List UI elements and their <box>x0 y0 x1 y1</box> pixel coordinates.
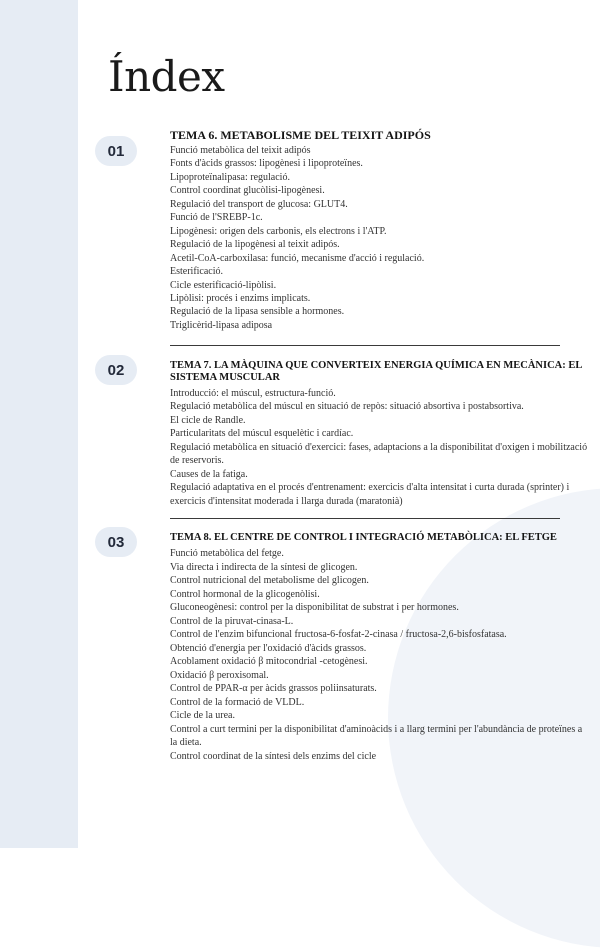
list-item: Oxidació β peroxisomal. <box>170 669 269 681</box>
list-item: Control coordinat de la síntesi dels enzims del cicle <box>170 750 377 762</box>
list-item: Regulació metabòlica en situació d'exercici: fases, adaptacions a la disponibilitat d'oxigen i mobilització de reservoris. <box>170 441 588 467</box>
section-divider <box>170 345 560 346</box>
list-item: Gluconeogènesi: control per la disponibilitat de substrat i per hormones. <box>170 602 459 613</box>
list-item: Cicle esterificació-lipòlisi. <box>170 279 277 291</box>
list-item: Causes de la fatiga. <box>170 468 248 480</box>
list-item: Control hormonal de la glicogenòlisi. <box>170 588 320 600</box>
page-title: Índex <box>108 52 225 101</box>
section-divider <box>170 518 560 519</box>
list-item: Regulació adaptativa en el procés d'entrenament: exercicis d'alta intensitat i curta durada (sprinter) i exercicis d'intensitat moderada i llarga durada (maratonià) <box>170 482 570 507</box>
topic-list <box>170 144 590 332</box>
list-item: Fonts d'àcids grassos: lipogènesi i lipoproteïnes. <box>170 158 363 170</box>
list-item: Control coordinat glucòlisi-lipogènesi. <box>170 185 325 197</box>
section-title: TEMA 7. LA MÀQUINA QUE CONVERTEIX ENERGIA QUÍMICA EN MECÀNICA: EL SISTEMA MUSCULAR <box>170 360 582 383</box>
list-item: El cicle de Randle. <box>170 414 246 426</box>
list-item: Control de la formació de VLDL. <box>170 696 305 708</box>
list-item: Regulació de la lipasa sensible a hormones. <box>170 306 345 318</box>
left-decorative-band <box>0 0 78 848</box>
list-item: Esterificació. <box>170 266 224 278</box>
topic-list <box>170 387 590 508</box>
list-item: Funció de l'SREBP-1c. <box>170 212 263 224</box>
list-item: Acetil-CoA-carboxilasa: funció, mecanisme d'acció i regulació. <box>170 252 425 264</box>
list-item: Acoblament oxidació β mitocondrial -cetogènesi. <box>170 656 368 667</box>
list-item: Control de PPAR-α per àcids grassos poliinsaturats. <box>170 683 377 694</box>
section-title: TEMA 6. METABOLISME DEL TEIXIT ADIPÓS <box>170 128 431 142</box>
list-item: Funció metabòlica del teixit adipós <box>170 145 311 156</box>
list-item: Control de l'enzim bifuncional fructosa-6-fosfat-2-cinasa / fructosa-2,6-bisfosfatasa. <box>170 629 507 640</box>
list-item: Funció metabòlica del fetge. <box>170 548 284 559</box>
section-tema-6 <box>170 129 590 332</box>
list-item: Introducció: el múscul, estructura-funció. <box>170 388 336 399</box>
list-item: Cicle de la urea. <box>170 710 235 721</box>
list-item: Control de la piruvat-cinasa-L. <box>170 615 294 627</box>
list-item: Lipòlisi: procés i enzims implicats. <box>170 292 311 304</box>
section-number-badge: 02 <box>95 355 137 385</box>
list-item: Obtenció d'energia per l'oxidació d'àcids grassos. <box>170 642 367 654</box>
list-item: Control nutricional del metabolisme del glicogen. <box>170 575 369 586</box>
list-item: Control a curt termini per la disponibilitat d'aminoàcids i a llarg termini per l'abundància de proteïnes a la dieta. <box>170 723 583 748</box>
list-item: Regulació de la lipogènesi al teixit adipós. <box>170 239 340 251</box>
list-item: Via directa i indirecta de la síntesi de glicogen. <box>170 561 358 573</box>
list-item: Lipoproteïnalipasa: regulació. <box>170 171 290 183</box>
section-number-badge: 03 <box>95 527 137 557</box>
section-number-badge: 01 <box>95 136 137 166</box>
list-item: Regulació metabòlica del múscul en situació de repòs: situació absortiva i postabsortiva. <box>170 401 524 413</box>
list-item: Triglicèrid-lipasa adiposa <box>170 319 273 331</box>
list-item: Particularitats del múscul esquelètic i cardíac. <box>170 428 354 440</box>
section-tema-8 <box>170 532 590 763</box>
list-item: Lipogènesi: origen dels carbonis, els electrons i l'ATP. <box>170 225 387 237</box>
topic-list <box>170 547 590 763</box>
section-tema-7 <box>170 360 590 508</box>
list-item: Regulació del transport de glucosa: GLUT4. <box>170 198 348 210</box>
section-title: TEMA 8. EL CENTRE DE CONTROL I INTEGRACIÓ METABÒLICA: EL FETGE <box>170 532 557 543</box>
